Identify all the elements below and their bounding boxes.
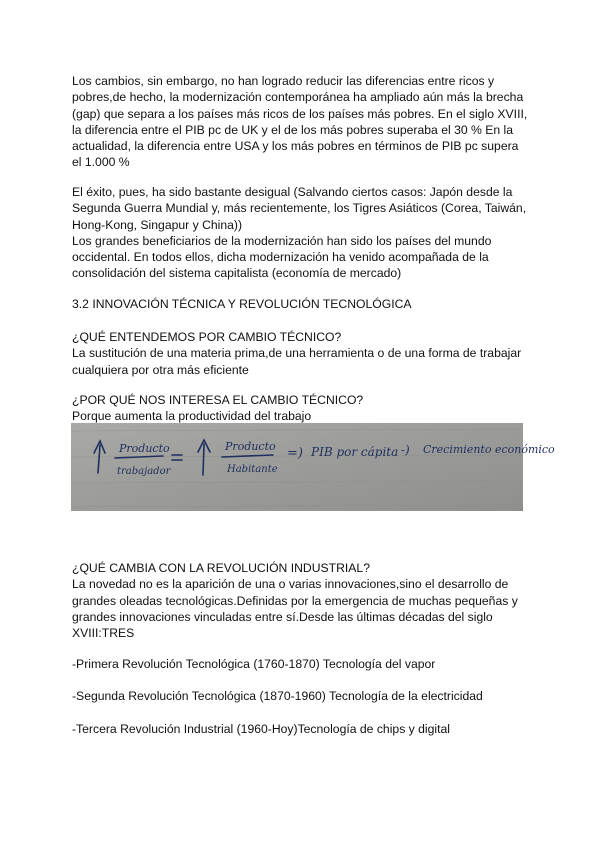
handwritten-note-svg <box>71 423 555 511</box>
up-arrow-2-shaft <box>203 444 204 475</box>
revolution-item-3 <box>72 721 532 737</box>
text-line: grandes oleadas tecnológicas.Definidas por la emergencia de muchas pequeñas y <box>72 593 518 608</box>
implies-arrow-1: =) <box>287 446 303 461</box>
crecimiento-economico-text: Crecimiento económico <box>423 443 555 456</box>
section-heading <box>72 296 532 312</box>
text-line: la diferencia entre el PIB pc de UK y el de los más pobres superaba el 30 % En la <box>72 122 514 137</box>
text-line: (gap) que separa a los países más ricos de los países más pobres. En el siglo XVIII, <box>72 106 528 121</box>
text-line: El éxito, pues, ha sido bastante desigual (Salvando ciertos casos: Japón desde la <box>72 185 513 199</box>
handwritten-productivity-photo <box>71 423 555 511</box>
text-line: La novedad no es la aparición de una o varias innovaciones,sino el desarrollo de <box>72 577 509 592</box>
question-heading: ¿QUÉ ENTENDEMOS POR CAMBIO TÉCNICO? <box>72 330 342 344</box>
fraction-2-numerator: Producto <box>225 440 276 453</box>
text-line: La sustitución de una materia prima,de una herramienta o de una forma de trabajar <box>72 346 522 361</box>
paragraph-gap-ricos-pobres <box>72 73 532 171</box>
text-line: Segunda Guerra Mundial y, más recientemente, los Tigres Asiáticos (Corea, Taiwán, <box>72 201 527 216</box>
fraction-2-denominator: Habitante <box>227 464 278 475</box>
text-line: Porque aumenta la productividad del trabajo <box>72 409 312 424</box>
revolution-item-2 <box>72 688 532 704</box>
question-heading: ¿QUÉ CAMBIA CON LA REVOLUCIÓN INDUSTRIAL? <box>72 561 370 575</box>
paragraph-exito-desigual <box>72 184 532 282</box>
text-line: cualquiera por otra más eficiente <box>72 362 249 377</box>
fraction-1-denominator: trabajador <box>117 466 171 477</box>
revolution-item-1 <box>72 656 532 672</box>
section-heading-text: 3.2 INNOVACIÓN TÉCNICA Y REVOLUCIÓN TECNOLÓGICA <box>72 297 412 311</box>
text-line: XVIII:TRES <box>72 626 135 641</box>
list-item: -Primera Revolución Tecnológica (1760-1870) Tecnología del vapor <box>72 657 436 671</box>
fraction-1-numerator: Producto <box>119 442 170 455</box>
list-item: -Tercera Revolución Industrial (1960-Hoy)Tecnología de chips y digital <box>72 722 451 736</box>
pib-per-capita-text: PIB por cápita <box>311 445 399 459</box>
text-line: actualidad, la diferencia entre USA y los más pobres en términos de PIB pc supera <box>72 139 519 154</box>
qa-cambio-tecnico <box>72 329 532 378</box>
text-line: el 1.000 % <box>72 155 130 170</box>
text-line: grandes innovaciones vinculadas entre sí.Desde las últimas décadas del siglo <box>72 609 493 624</box>
list-item: -Segunda Revolución Tecnológica (1870-1960) Tecnología de la electricidad <box>72 689 483 703</box>
text-line: Hong-Kong, Singapur y China)) <box>72 217 243 232</box>
qa-revolucion-industrial <box>72 560 532 641</box>
text-line: Los grandes beneficiarios de la modernización han sido los países del mundo <box>72 233 492 248</box>
implies-arrow-2: -) <box>401 443 410 457</box>
text-line: Los cambios, sin embargo, no han logrado reducir las diferencias entre ricos y <box>72 74 495 88</box>
text-line: pobres,de hecho, la modernización contemporánea ha ampliado aún más la brecha <box>72 90 524 105</box>
question-heading: ¿POR QUÉ NOS INTERESA EL CAMBIO TÉCNICO? <box>72 393 364 407</box>
text-line: consolidación del sistema capitalista (economía de mercado) <box>72 266 402 281</box>
qa-por-que-interesa <box>72 392 532 425</box>
text-line: occidental. En todos ellos, dicha modernización ha venido acompañada de la <box>72 250 489 265</box>
